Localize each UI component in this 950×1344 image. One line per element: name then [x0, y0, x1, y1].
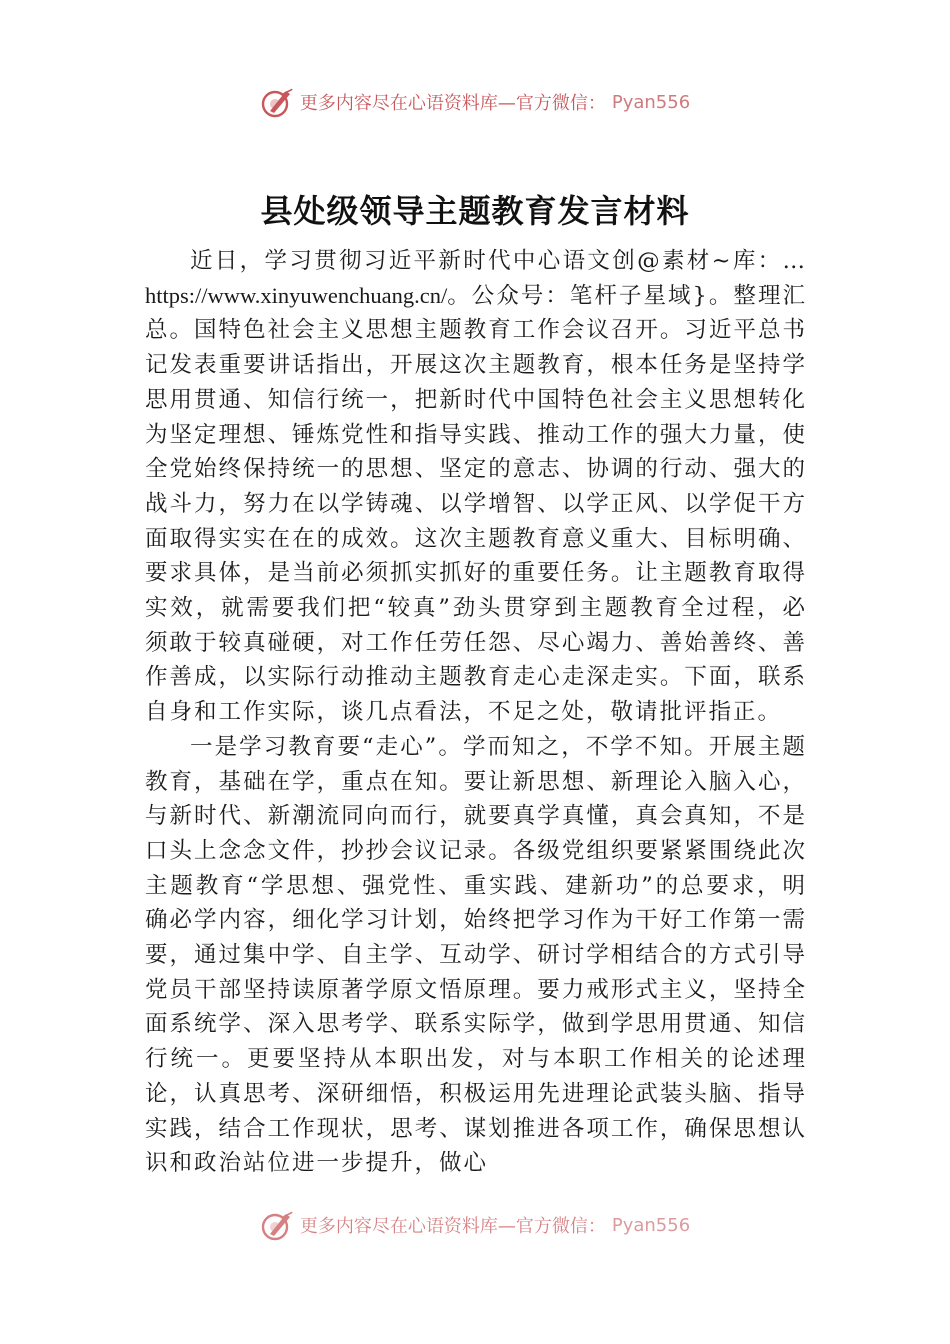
section-one-paragraph: 一是学习教育要“走心”。学而知之，不学不知。开展主题教育，基础在学，重点在知。要让新思想、新理论入脑入心，与新时代、新潮流同向而行，就要真学真懂，真会真知，不是口头上念念文件，抄抄会议记录。各级党组织要紧紧围绕此次主题教育“学思想、强党性、重实践、建新功”的总要求，明确必学内容，细化学习计划，始终把学习作为干好工作第一需要，通过集中学、自主学、互动学、研讨学相结合的方式引导党员干部坚持读原著学原文悟原理。要力戒形式主义，坚持全面系统学、深入思考学、联系实际学，做到学思用贯通、知信行统一。更要坚持从本职出发，对与本职工作相关的论述理论，认真思考、深研细悟，积极运用先进理论武装头脑、指导实践，结合工作现状，思考、谋划推进各项工作，确保思想认识和政治站位进一步提升，做心	[145, 733, 807, 1177]
document-title: 县处级领导主题教育发言材料	[260, 192, 690, 230]
footer-banner-text: 更多内容尽在心语资料库—官方微信：	[299, 1216, 606, 1237]
header-banner	[0, 82, 950, 122]
intro-rest: 。公众号：笔杆子星域}。整理汇总。国特色社会主义思想主题教育工作会议召开。习近平总书记发表重要讲话指出，开展这次主题教育，根本任务是坚持学思用贯通、知信行统一，把新时代中国特色社会主义思想转化为坚定理想、锤炼党性和指导实践、推动工作的强大力量，使全党始终保持统一的思想、坚定的意志、协调的行动、强大的战斗力，努力在以学铸魂、以学增智、以学正风、以学促干方面取得实实在在的成效。这次主题教育意义重大、目标明确、要求具体，是当前必须抓实抓好的重要任务。让主题教育取得实效，就需要我们把“较真”劲头贯穿到主题教育全过程，必须敢于较真碰硬，对工作任劳任怨、尽心竭力、善始善终、善作善成，以实际行动推动主题教育走心走深走实。下面，联系自身和工作实际，谈几点看法，不足之处，敬请批评指正。	[145, 282, 807, 726]
header-wechat-id: Pyan556	[611, 91, 691, 113]
footer-brand-logo-icon	[260, 1208, 294, 1242]
intro-lead: 近日，学习贯彻习近平新时代中心语文创@素材~库：…	[190, 248, 807, 274]
header-banner-text: 更多内容尽在心语资料库—官方微信：	[299, 93, 606, 114]
footer-banner	[0, 1205, 950, 1245]
brand-logo-icon	[260, 85, 294, 119]
source-url: https://www.xinyuwenchuang.cn/	[145, 282, 448, 308]
footer-wechat-id: Pyan556	[611, 1214, 691, 1236]
document-body	[145, 244, 807, 1210]
intro-paragraph	[145, 244, 807, 730]
